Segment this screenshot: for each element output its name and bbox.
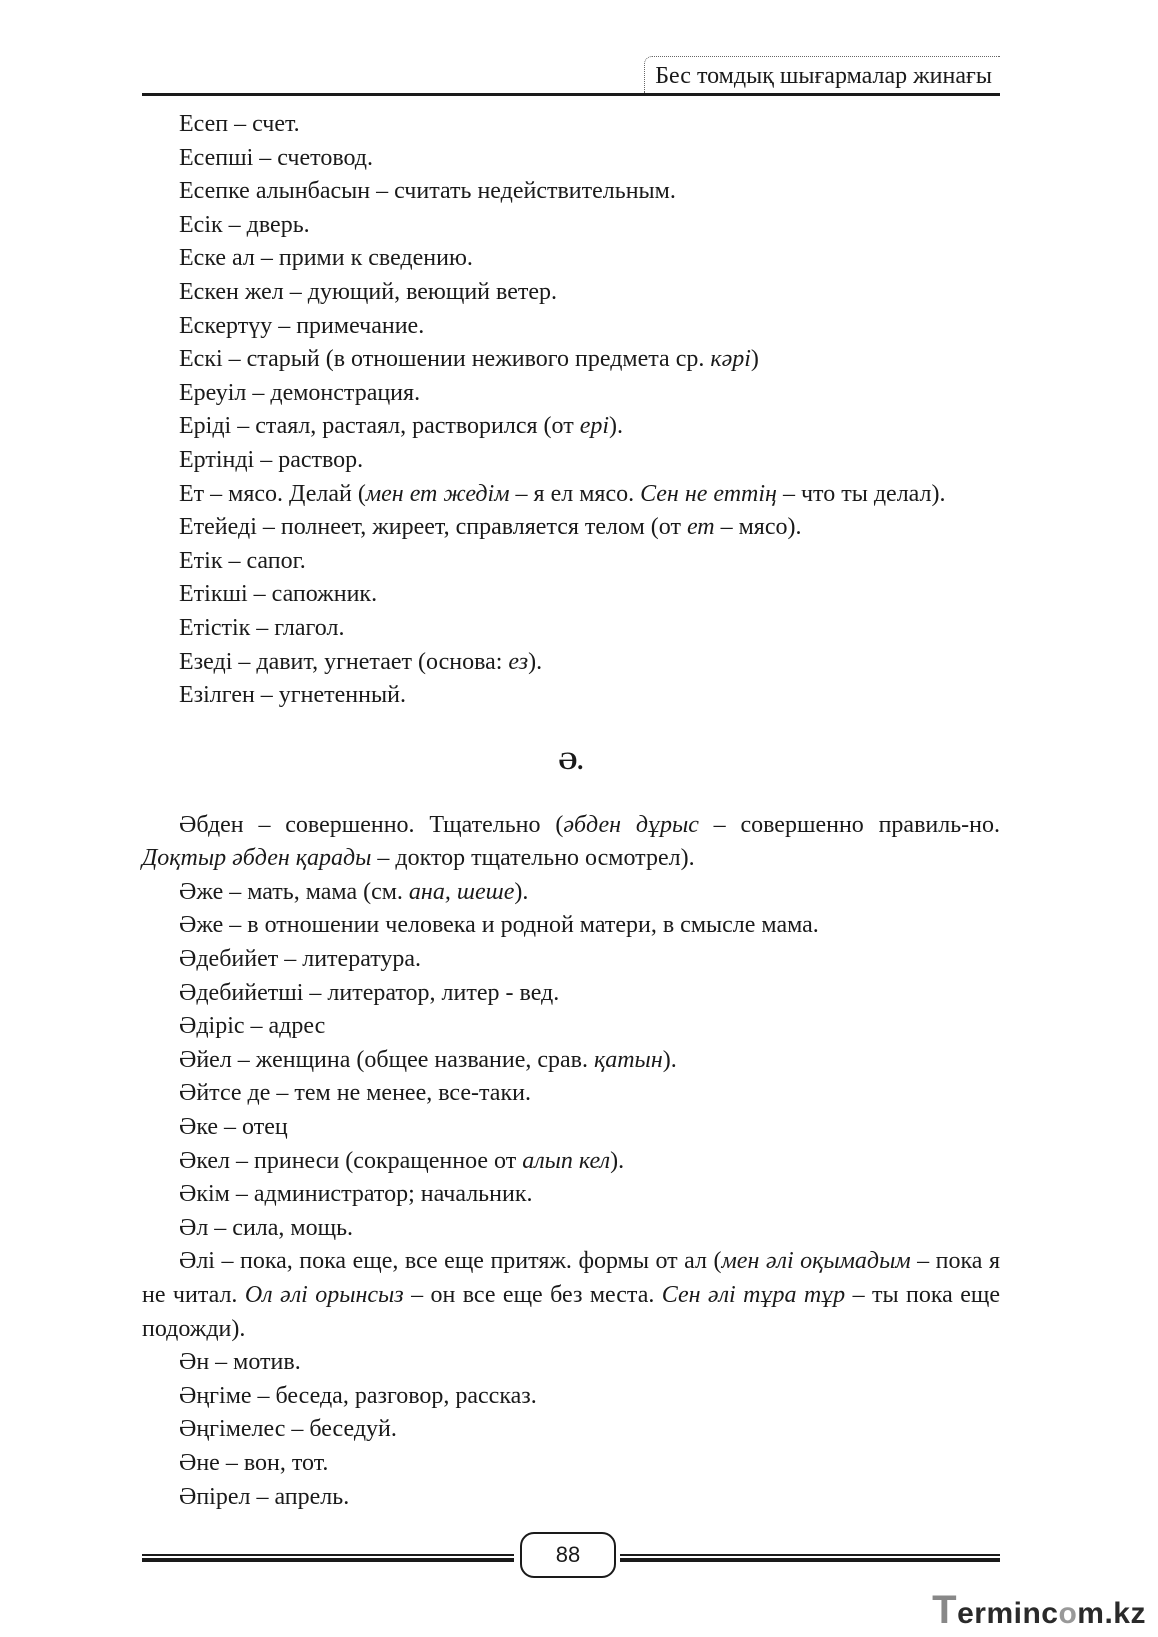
- entry-text: Ереуіл – демонстрация.: [179, 379, 421, 406]
- entries-section-e: [142, 108, 1000, 713]
- dictionary-entry: [142, 209, 1000, 243]
- entry-text: Әпірел – апрель.: [179, 1483, 350, 1510]
- entry-text: ): [750, 346, 759, 373]
- entry-text: Ән – мотив.: [179, 1349, 301, 1376]
- dictionary-entry: [142, 1077, 1000, 1111]
- entry-text: Ерідi – стаял, растаял, растворился (от: [179, 413, 580, 440]
- dictionary-entry: [142, 1178, 1000, 1212]
- entry-text: ).: [609, 413, 624, 440]
- dictionary-entry: [142, 1010, 1000, 1044]
- entry-text: Езілген – угнетенный.: [179, 682, 406, 709]
- entry-text: – что ты делал).: [776, 480, 946, 507]
- entry-text: Езеді – давит, угнетает (основа:: [179, 648, 509, 675]
- entry-text: Етік – сапог.: [179, 547, 306, 574]
- dictionary-entry: [142, 511, 1000, 545]
- entry-text: Әйтсе де – тем не менее, все-таки.: [179, 1080, 531, 1107]
- page-footer: [142, 1532, 1000, 1584]
- entry-text: Әдебийетші – литератор, литер - вед.: [179, 979, 560, 1006]
- dictionary-entry: [142, 175, 1000, 209]
- example-phrase: алып кел: [522, 1147, 611, 1174]
- dictionary-entry: [142, 1111, 1000, 1145]
- entry-text: Ертінді – раствор.: [179, 446, 364, 473]
- dictionary-entry: [142, 1413, 1000, 1447]
- dictionary-entry: [142, 977, 1000, 1011]
- example-phrase: ет: [686, 514, 715, 541]
- dictionary-entry: [142, 612, 1000, 646]
- entry-text: Әбден – совершенно. Тщательно (: [179, 811, 564, 838]
- dictionary-entry: [142, 276, 1000, 310]
- entry-text: Ескен жел – дующий, веющий ветер.: [179, 278, 557, 305]
- example-phrase: мен ет жедім: [365, 480, 510, 507]
- entry-text: ).: [610, 1147, 625, 1174]
- header-rule: [142, 93, 1000, 96]
- entry-text: – доктор тщательно осмотрел).: [371, 845, 695, 872]
- entry-text: ).: [662, 1046, 677, 1073]
- dictionary-content: [142, 108, 1000, 1514]
- example-phrase: әбден дұрыс: [563, 811, 699, 838]
- dictionary-entry: [142, 1380, 1000, 1414]
- page-number: 88: [520, 1532, 616, 1578]
- example-phrase: ез: [508, 648, 529, 675]
- entry-text: Әдіріс – адрес: [179, 1013, 326, 1040]
- example-phrase: Ол әлі орынсыз: [244, 1282, 404, 1308]
- dictionary-entry: [142, 1245, 1000, 1346]
- dictionary-entry: [142, 809, 1000, 876]
- entry-text: Әйел – женщина (общее название, срав.: [179, 1046, 594, 1073]
- dictionary-entry: [142, 1481, 1000, 1515]
- entry-text: Әңгіме – беседа, разговор, рассказ.: [179, 1382, 537, 1409]
- dictionary-entry: [142, 310, 1000, 344]
- dictionary-entry: [142, 242, 1000, 276]
- entry-text: Есеп – счет.: [179, 111, 300, 137]
- entry-text: ).: [528, 648, 543, 675]
- entry-text: – мясо).: [714, 514, 802, 541]
- watermark-tail: m.kz: [1077, 1597, 1146, 1630]
- dictionary-entry: [142, 142, 1000, 176]
- entry-text: Етістік – глагол.: [179, 614, 345, 641]
- dictionary-entry: [142, 1447, 1000, 1481]
- dictionary-entry: [142, 444, 1000, 478]
- example-phrase: мен әлі оқымадым: [721, 1248, 911, 1275]
- book-title: Бес томдық шығармалар жинағы: [644, 56, 1000, 93]
- entry-text: Есепші – счетовод.: [179, 144, 374, 171]
- dictionary-entry: [142, 1212, 1000, 1246]
- example-phrase: қатын: [594, 1046, 663, 1073]
- entry-text: Ет – мясо. Делай (: [179, 480, 366, 507]
- example-phrase: кәрі: [710, 346, 751, 373]
- entry-text: – пока я не читал.: [142, 1248, 1001, 1308]
- entry-text: Әке – отец: [179, 1114, 288, 1141]
- dictionary-entry: [142, 1346, 1000, 1380]
- entry-text: Есік – дверь.: [179, 211, 310, 238]
- entry-text: Етейеді – полнеет, жиреет, справляется телом (от: [179, 514, 687, 541]
- dictionary-entry: [142, 578, 1000, 612]
- footer-rule-right: [620, 1554, 1000, 1562]
- entry-text: Әлі – пока, пока еще, все еще притяж. формы от ал (: [179, 1248, 722, 1275]
- dictionary-entry: [142, 909, 1000, 943]
- dictionary-entry: [142, 545, 1000, 579]
- entry-text: Әне – вон, тот.: [179, 1449, 329, 1476]
- dictionary-entry: [142, 1145, 1000, 1179]
- watermark-text: erminc: [957, 1597, 1059, 1630]
- watermark-o: o: [1058, 1597, 1078, 1630]
- running-header: [142, 56, 1000, 96]
- entry-text: Әже – мать, мама (см.: [179, 878, 409, 905]
- entry-text: Әл – сила, мощь.: [179, 1214, 354, 1241]
- entry-text: Әже – в отношении человека и родной матери, в смысле мама.: [179, 912, 819, 939]
- dictionary-entry: [142, 1044, 1000, 1078]
- entry-text: – ты пока еще подожди).: [142, 1282, 1001, 1342]
- entry-text: Әдебийет – литература.: [179, 946, 422, 973]
- dictionary-entry: [142, 108, 1000, 142]
- watermark-lead: T: [932, 1588, 958, 1632]
- footer-rule-left: [142, 1554, 514, 1562]
- entries-section-ae: [142, 809, 1000, 1514]
- section-heading: Ә.: [558, 747, 584, 775]
- dictionary-entry: [142, 876, 1000, 910]
- dictionary-entry: [142, 646, 1000, 680]
- example-phrase: ері: [579, 413, 610, 440]
- entry-text: Әңгімелес – беседуй.: [179, 1416, 397, 1443]
- entry-text: – совершенно правиль-но.: [698, 811, 1001, 838]
- example-phrase: Сен не еттің: [640, 480, 777, 507]
- dictionary-entry: [142, 943, 1000, 977]
- entry-text: Ескертүу – примечание.: [179, 312, 425, 339]
- entry-text: Әкел – принеси (сокращенное от: [179, 1147, 523, 1174]
- entry-text: Ескі – старый (в отношении неживого предмета ср.: [179, 346, 711, 373]
- dictionary-entry: [142, 343, 1000, 377]
- entry-text: Есепке алынбасын – считать недействительным.: [179, 178, 676, 205]
- entry-text: – я ел мясо.: [509, 480, 641, 507]
- entry-text: Әкім – администратор; начальник.: [179, 1181, 533, 1208]
- site-watermark: [932, 1588, 1146, 1632]
- entry-text: – он все еще без места.: [403, 1282, 662, 1308]
- dictionary-entry: [142, 679, 1000, 713]
- example-phrase: Доқтыр әбден қарады: [142, 845, 372, 872]
- dictionary-entry: [142, 410, 1000, 444]
- example-phrase: Сен әлі тұра тұр: [661, 1282, 846, 1308]
- entry-text: Еске ал – прими к сведению.: [179, 245, 473, 272]
- entry-text: ).: [514, 878, 529, 905]
- example-phrase: ана, шеше: [408, 878, 515, 905]
- dictionary-entry: [142, 478, 1000, 512]
- entry-text: Етікші – сапожник.: [179, 581, 378, 608]
- dictionary-entry: [142, 377, 1000, 411]
